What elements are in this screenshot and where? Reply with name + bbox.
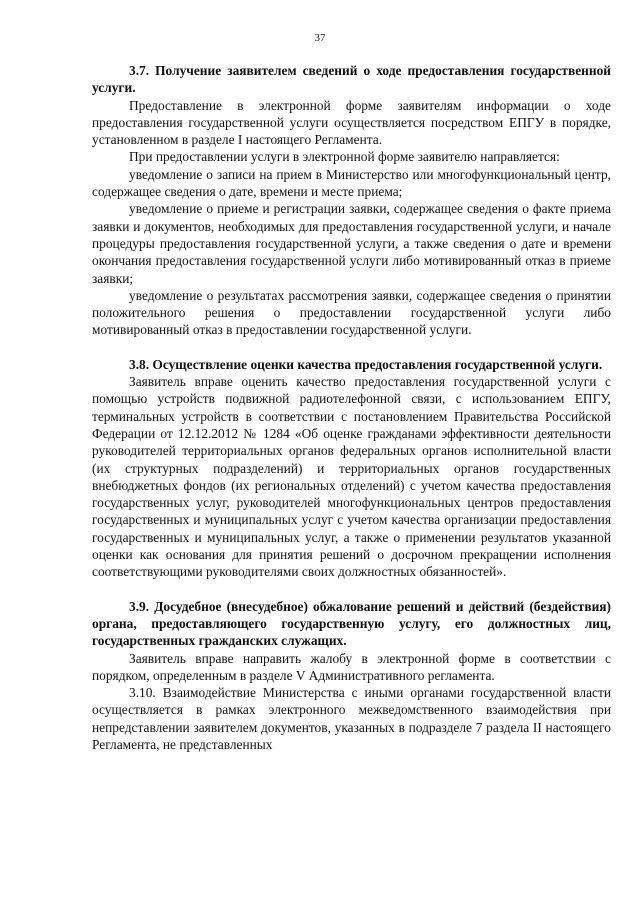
section-spacer	[92, 339, 611, 356]
paragraph: Заявитель вправе направить жалобу в электронной форме в соответствии с порядком, определенным в разделе V Административного регламента.	[92, 650, 611, 683]
section-spacer	[92, 581, 611, 598]
section-heading-3-9: 3.9. Досудебное (внесудебное) обжалование решений и действий (бездействия) органа, предоставляющего государственную услугу, его должностных лиц, государственных гражданских служащих.	[92, 598, 611, 649]
paragraph: уведомление о результатах рассмотрения заявки, содержащее сведения о принятии положительного решения о предоставлении государственной услуги либо мотивированный отказ в предоставлении государственной услуги.	[92, 287, 611, 338]
paragraph: Предоставление в электронной форме заявителям информации о ходе предоставления государственной услуги осуществляется посредством ЕПГУ в порядке, установленном в разделе I настоящего Регламента.	[92, 97, 611, 148]
page-content	[92, 62, 611, 753]
paragraph: Заявитель вправе оценить качество предоставления государственной услуги с помощью устройств подвижной радиотелефонной связи, с использованием ЕПГУ, терминальных устройств в соответствии с постановлением Правительства Российской Федерации от 12.12.2012 № 1284 «Об оценке гражданами эффективности деятельности руководителей территориальных органов федеральных органов исполнительной власти (их структурных подразделений) и территориальных органов государственных внебюджетных фондов (их региональных отделений) с учетом качества предоставления государственных услуг, руководителей многофункциональных центров предоставления государственных и муниципальных услуг с учетом качества организации предоставления государственных и муниципальных услуг, а также о применении результатов указанной оценки как основания для принятия решений о досрочном прекращении исполнения соответствующими руководителями своих должностных обязанностей».	[92, 374, 611, 580]
page-number: 37	[314, 32, 326, 44]
paragraph: уведомление о записи на прием в Министерство или многофункциональный центр, содержащее сведения о дате, времени и месте приема;	[92, 166, 611, 200]
paragraph: 3.10. Взаимодействие Министерства с иными органами государственной власти осуществляется в рамках электронного межведомственного взаимодействия при непредставлении заявителем документов, указанных в подразделе 7 раздела II настоящего Регламента, не представленных	[92, 685, 611, 752]
section-heading-3-8: 3.8. Осуществление оценки качества предоставления государственной услуги.	[129, 356, 603, 372]
section-heading-3-7: 3.7. Получение заявителем сведений о ходе предоставления государственной услуги.	[92, 63, 611, 96]
paragraph: уведомление о приеме и регистрации заявки, содержащее сведения о факте приема заявки и документов, необходимых для предоставления государственной услуги, и начале процедуры предоставления государственной услуги, а также сведения о дате и времени окончания предоставления государственной услуги либо мотивированный отказ в приеме заявки;	[92, 201, 611, 286]
paragraph: При предоставлении услуги в электронной форме заявителю направляется:	[129, 149, 560, 165]
